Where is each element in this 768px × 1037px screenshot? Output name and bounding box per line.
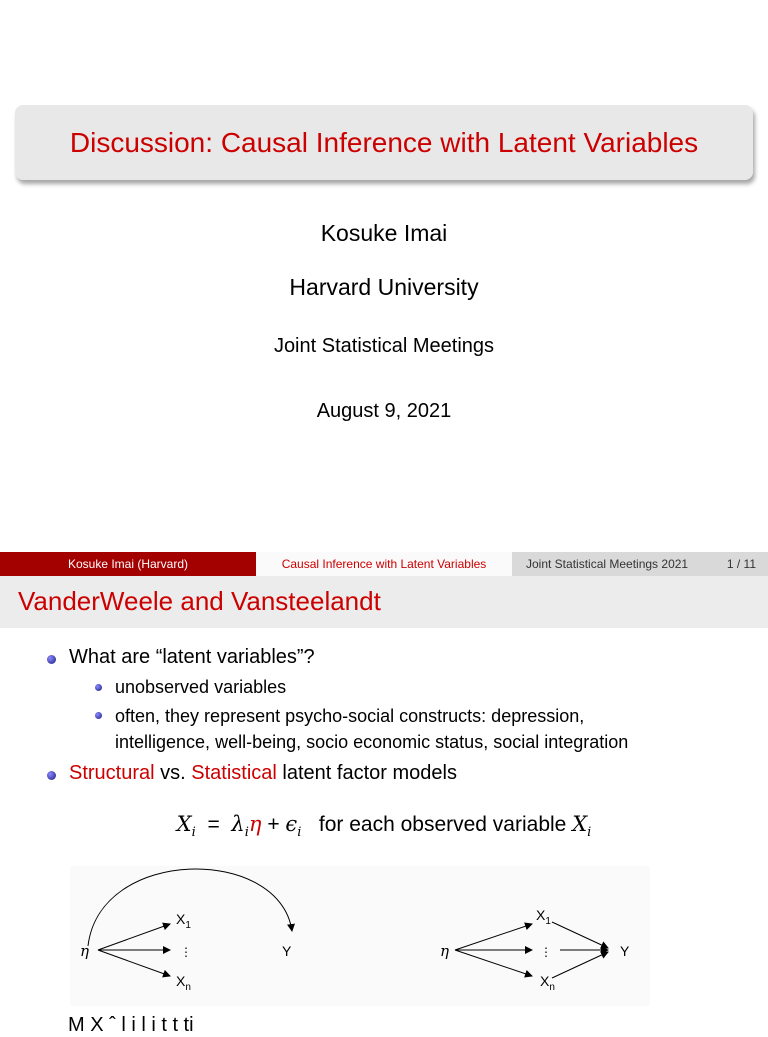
causal-diagrams: [70, 866, 650, 1006]
bullet-text: What are “latent variables”?: [69, 646, 315, 668]
footer-meeting-block: [512, 552, 768, 576]
eq-lambda: $\lambda_i$: [231, 812, 249, 841]
dots-node-right: ⋮: [540, 945, 552, 959]
statistical-label: Statistical: [191, 762, 277, 784]
eq-lhs: $X_i$: [176, 812, 196, 841]
bullet-dot-icon: [47, 655, 56, 664]
frame-header: [0, 576, 768, 628]
sub-bullet-constructs: [115, 703, 628, 755]
eq-plus: +: [267, 813, 280, 836]
x1-node-right: $X_1$: [536, 907, 551, 927]
xn-node: $X_n$: [176, 973, 191, 993]
factor-models-label: latent factor models: [276, 762, 457, 784]
cutoff-text-line: M X ˆ l i l i t t ti: [68, 1014, 194, 1036]
sub-bullet-line-1: often, they represent psycho-social constructs: depression,: [115, 706, 585, 726]
factor-equation: [0, 812, 768, 840]
content-slide: [0, 576, 768, 1036]
footer-title: Causal Inference with Latent Variables: [256, 552, 512, 576]
y-node: Y: [282, 943, 292, 959]
x1-node: $X_1$: [176, 911, 191, 931]
y-node-right: Y: [620, 943, 630, 959]
title-box: [15, 105, 753, 180]
eq-epsilon: $\epsilon_i$: [285, 812, 302, 841]
eq-description: for each observed variable: [318, 813, 567, 836]
footer-author: Kosuke Imai (Harvard): [0, 552, 256, 576]
sub-bullet-line-2: intelligence, well-being, socio economic status, social integration: [115, 732, 629, 752]
eq-eta: η: [248, 812, 262, 836]
sub-bullet-unobserved: [115, 677, 286, 698]
xn-node-right: $X_n$: [540, 973, 555, 993]
institution: Harvard University: [289, 274, 479, 300]
footer-meeting: Joint Statistical Meetings 2021: [526, 557, 689, 571]
eta-node-right: η: [440, 942, 449, 960]
sub-bullet-dot-icon: [95, 712, 102, 719]
bullet-factor-models: [69, 762, 457, 785]
sub-bullet-dot-icon: [95, 684, 102, 691]
structural-label: Structural: [69, 762, 155, 784]
sub-bullet-text: unobserved variables: [115, 677, 287, 697]
slide-title: Discussion: Causal Inference with Latent Variables: [69, 126, 699, 158]
bullet-dot-icon: [47, 771, 56, 780]
eta-node: η: [80, 942, 89, 960]
dots-node: ⋮: [180, 945, 192, 959]
slide-footer: [0, 552, 768, 576]
vs-label: vs.: [154, 762, 192, 784]
presentation-date: August 9, 2021: [316, 400, 452, 422]
meeting-name: Joint Statistical Meetings: [273, 335, 495, 357]
frame-title: VanderWeele and Vansteelandt: [18, 586, 381, 616]
author-name: Kosuke Imai: [320, 220, 448, 246]
diagram-background: [70, 866, 650, 1006]
bullet-latent-variables: [69, 646, 315, 669]
footer-page-number: 1 / 11: [726, 557, 756, 571]
eq-equals: =: [207, 813, 220, 836]
eq-observed-var: $X_i$: [572, 812, 592, 841]
